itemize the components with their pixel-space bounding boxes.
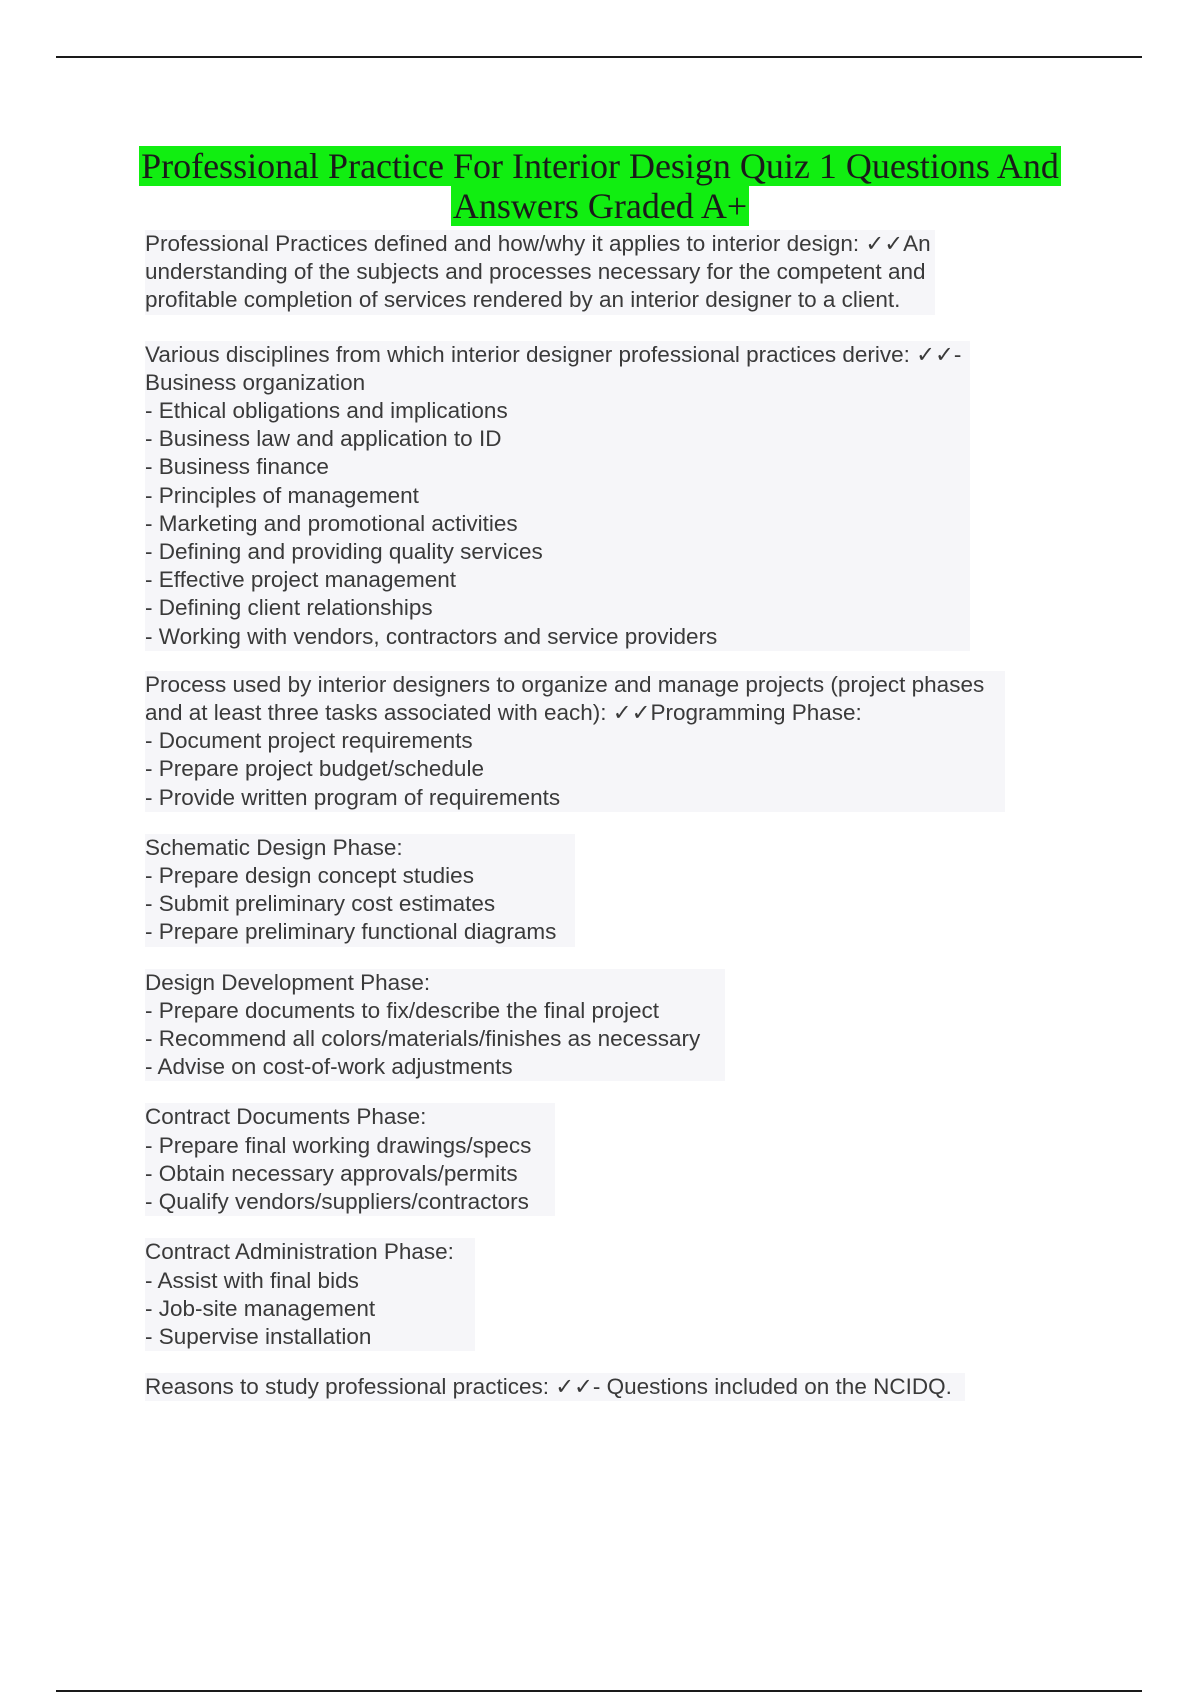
- top-rule: [56, 56, 1142, 58]
- qa-answer-line: - Assist with final bids: [145, 1267, 359, 1293]
- qa-answer-line: - Effective project management: [145, 567, 456, 593]
- qa-answer-line: - Working with vendors, contractors and service providers: [145, 623, 718, 649]
- qa-answer-line: - Advise on cost-of-work adjustments: [145, 1054, 513, 1080]
- qa-block-professional-practices: [145, 230, 935, 315]
- qa-answer-line: Business organization: [145, 369, 366, 395]
- document-title: [130, 146, 1070, 226]
- qa-answer-line: - Job-site management: [145, 1295, 376, 1321]
- qa-answer-line: - Prepare documents to fix/describe the final project: [145, 997, 660, 1023]
- qa-answer-line: - Prepare design concept studies: [145, 863, 474, 889]
- qa-answer-line: - Recommend all colors/materials/finishes as necessary: [145, 1026, 701, 1052]
- qa-answer-line: - Submit preliminary cost estimates: [145, 891, 496, 917]
- qa-block-process-programming: [145, 671, 1005, 812]
- document-title-text: Professional Practice For Interior Design Quiz 1 Questions And Answers Graded A+: [141, 146, 1059, 226]
- qa-question-line: Contract Documents Phase:: [145, 1104, 427, 1130]
- bottom-rule: [56, 1690, 1142, 1692]
- qa-block-reasons-to-study: [145, 1373, 965, 1401]
- qa-answer-line: - Business finance: [145, 454, 329, 480]
- qa-question-line: Schematic Design Phase:: [145, 834, 403, 860]
- qa-answer-line: - Prepare project budget/schedule: [145, 756, 484, 782]
- qa-answer-line: - Prepare final working drawings/specs: [145, 1132, 532, 1158]
- qa-question-line: Design Development Phase:: [145, 969, 431, 995]
- qa-answer-line: - Ethical obligations and implications: [145, 398, 508, 424]
- qa-block-design-development: [145, 969, 725, 1082]
- qa-question-line: Various disciplines from which interior designer professional practices derive: ✓✓-: [145, 341, 962, 367]
- qa-block-contract-administration: [145, 1238, 475, 1351]
- qa-answer-line: - Prepare preliminary functional diagrams: [145, 919, 557, 945]
- qa-answer-line: profitable completion of services rendered by an interior designer to a client.: [145, 287, 901, 313]
- qa-answer-line: understanding of the subjects and processes necessary for the competent and: [145, 259, 926, 285]
- qa-answer-line: - Marketing and promotional activities: [145, 510, 518, 536]
- qa-question-line: Process used by interior designers to organize and manage projects (project phases: [145, 671, 985, 697]
- qa-answer-line: - Supervise installation: [145, 1323, 372, 1349]
- qa-answer-line: - Obtain necessary approvals/permits: [145, 1160, 518, 1186]
- qa-block-various-disciplines: [145, 341, 970, 651]
- qa-answer-line: - Qualify vendors/suppliers/contractors: [145, 1189, 529, 1215]
- document-body: [145, 230, 1065, 1401]
- qa-answer-line: and at least three tasks associated with each): ✓✓Programming Phase:: [145, 700, 862, 726]
- qa-answer-line: - Defining client relationships: [145, 595, 433, 621]
- qa-answer-line: - Principles of management: [145, 482, 419, 508]
- qa-block-schematic-design: [145, 834, 575, 947]
- qa-answer-line: - Business law and application to ID: [145, 426, 502, 452]
- qa-answer-line: - Defining and providing quality services: [145, 539, 543, 565]
- qa-question-line: Professional Practices defined and how/why it applies to interior design: ✓✓An: [145, 231, 931, 256]
- qa-question-line: Contract Administration Phase:: [145, 1239, 454, 1265]
- qa-answer-line: - Document project requirements: [145, 728, 473, 754]
- qa-question-line: Reasons to study professional practices: ✓✓- Questions included on the NCIDQ.: [145, 1374, 952, 1400]
- qa-block-contract-documents: [145, 1103, 555, 1216]
- qa-answer-line: - Provide written program of requirements: [145, 784, 561, 810]
